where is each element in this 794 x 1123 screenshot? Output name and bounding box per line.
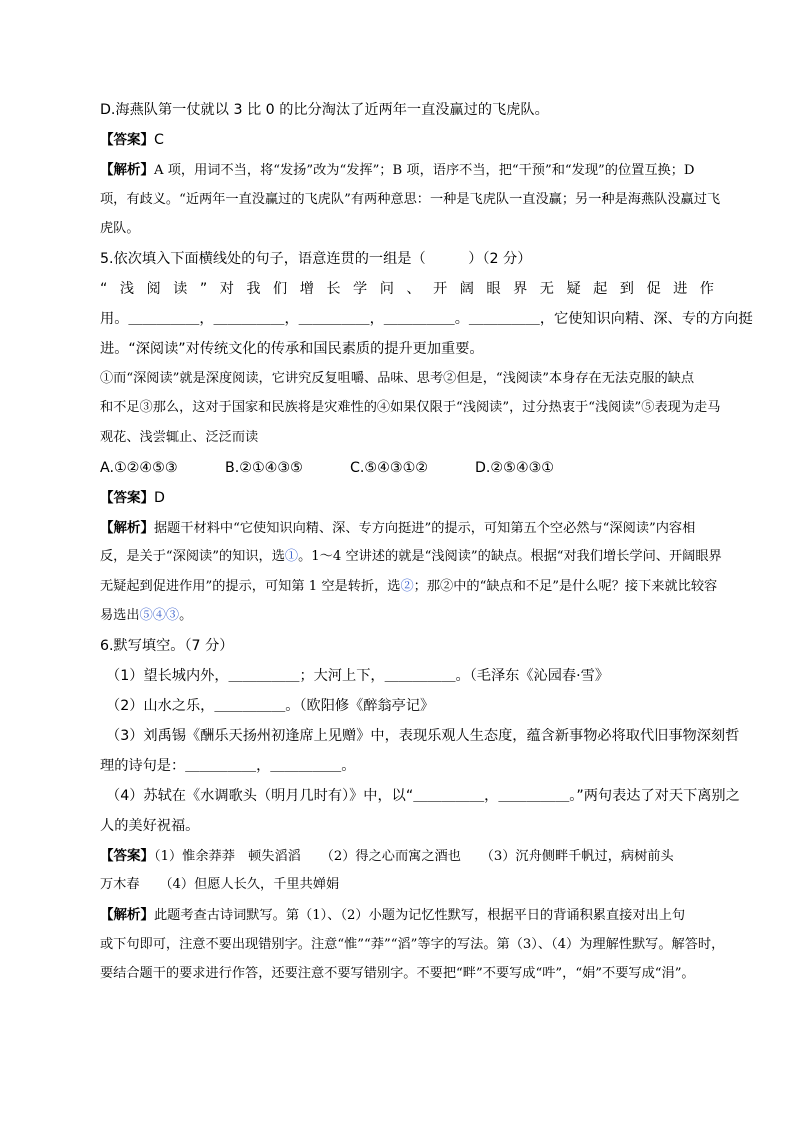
q5-sentences-line-1: ①而“深阅读”就是深度阅读，它讲究反复咀嚼、品味、思考②但是，“浅阅读”本身存在无法克服的缺点 (100, 371, 695, 386)
analysis-label: 【解析】 (100, 162, 154, 178)
answer-label: 【答案】 (100, 848, 154, 864)
q4-analysis-line-1 (100, 160, 720, 181)
answer-value: C (154, 132, 164, 148)
analysis-text: 据题干材料中“它使知识向精、深、专方向挺进”的提示，可知第五个空必然与“深阅读”内容相 (154, 521, 696, 536)
q5-sentences-line-2: 和不足③那么，这对于国家和民族将是灾难性的④如果仅限于“浅阅读”，过分热衷于“浅阅读”⑤表现为走马 (100, 400, 721, 415)
q5-analysis-line-2 (100, 547, 720, 567)
q5-stem: 5.依次填入下面横线处的句子，语意连贯的一组是（ ）（2 分） (100, 251, 532, 267)
q6-analysis-line-3: 要结合题干的要求进行作答，还要注意不要写错别字。不要把“畔”不要写成“吽”，“娟”不要写成“涓”。 (100, 966, 695, 981)
highlight-mark: ② (400, 579, 414, 594)
highlight-mark: ⑤④③ (139, 608, 180, 623)
q6-answer-line-1 (100, 846, 720, 867)
q6-analysis-line-1 (100, 905, 720, 926)
q5-analysis-line-1 (100, 518, 720, 539)
q5-sentences-line-3: 观花、浅尝辄止、泛泛而读 (100, 430, 259, 445)
answer-label: 【答案】 (100, 132, 154, 148)
q5-answer (100, 488, 720, 508)
q6-item-4-line-1: （4）苏轼在《水调歌头（明月几时有）》中，以“＿＿＿＿＿，＿＿＿＿＿。”两句表达了对天下离别之 (106, 788, 740, 804)
q6-item-3-line-2: 理的诗句是：＿＿＿＿＿，＿＿＿＿＿。 (100, 758, 356, 774)
q4-analysis-line-2: 项，有歧义。“近两年一直没赢过的飞虎队”有两种意思：一种是飞虎队一直没赢；另一种是海燕队没赢过飞 (100, 192, 721, 207)
answer-label: 【答案】 (100, 490, 154, 506)
q4-option-d: D.海燕队第一仗就以 3 比 0 的比分淘汰了近两年一直没赢过的飞虎队。 (100, 102, 549, 118)
q5-analysis-line-4 (100, 606, 720, 626)
analysis-text: 。1～4 空讲述的就是“浅阅读”的缺点。根据“对我们增长学问、开阔眼界 (298, 549, 722, 564)
q5-passage-line-2: 用。＿＿＿＿＿，＿＿＿＿＿，＿＿＿＿＿，＿＿＿＿＿。＿＿＿＿＿，它使知识向精、深、专的方向挺 (100, 311, 753, 327)
q4-answer (100, 130, 720, 150)
q6-answer-line-2: 万木春 （4）但愿人长久，千里共婵娟 (100, 877, 340, 892)
analysis-text: 无疑起到促进作用”的提示，可知第 1 空是转折，选 (100, 579, 401, 594)
analysis-label: 【解析】 (100, 907, 154, 923)
answer-value: D (154, 490, 165, 506)
analysis-text: ；那②中的“缺点和不足”是什么呢？接下来就比较容 (413, 579, 718, 594)
q5-option-d: D.②⑤④③① (475, 460, 555, 476)
q5-passage-line-1: “浅阅读”对我们增长学问、开阔眼界无疑起到促进作 (100, 281, 720, 297)
analysis-text: A 项，用词不当，将“发扬”改为“发挥”；B 项，语序不当，把“干预”和“发现”的位置互换；D (154, 163, 695, 178)
analysis-text: 反，是关于“深阅读”的知识，选 (100, 549, 285, 564)
q6-item-1: （1）望长城内外，＿＿＿＿＿；大河上下，＿＿＿＿＿。（毛泽东《沁园春·雪》 (106, 668, 610, 684)
q5-passage-line-3: 进。“深阅读”对传统文化的传承和国民素质的提升更加重要。 (100, 341, 484, 357)
analysis-label: 【解析】 (100, 520, 154, 536)
q6-item-4-line-2: 人的美好祝福。 (100, 818, 200, 834)
q6-item-3-line-1: （3）刘禹锡《酬乐天扬州初逢席上见赠》中，表现乐观人生态度，蕴含新事物必将取代旧事物深刻哲 (106, 728, 740, 744)
q4-analysis-line-3: 虎队。 (100, 221, 140, 236)
analysis-text: 此题考查古诗词默写。第（1）、（2）小题为记忆性默写，根据平日的背诵积累直接对出上句 (154, 908, 686, 923)
q6-stem: 6.默写填空。（7 分） (100, 638, 234, 654)
q6-item-2: （2）山水之乐，＿＿＿＿＿。（欧阳修《醉翁亭记》 (106, 698, 435, 714)
q5-analysis-line-3 (100, 577, 720, 597)
analysis-text: 易选出 (100, 608, 140, 623)
analysis-text: 。 (179, 608, 193, 623)
q6-analysis-line-2: 或下句即可，注意不要出现错别字。注意“惟”“莽”“滔”等字的写法。第（3）、（4）为理解性默写。解答时， (100, 937, 725, 952)
q5-option-b: B.②①④③⑤ (225, 460, 303, 476)
q5-option-c: C.⑤④③①② (350, 460, 429, 476)
answer-text: （1）惟余莽莽 顿失滔滔 （2）得之心而寓之酒也 （3）沉舟侧畔千帆过，病树前头 (154, 849, 674, 864)
q5-option-a: A.①②④⑤③ (100, 460, 178, 476)
highlight-mark: ① (284, 549, 299, 564)
